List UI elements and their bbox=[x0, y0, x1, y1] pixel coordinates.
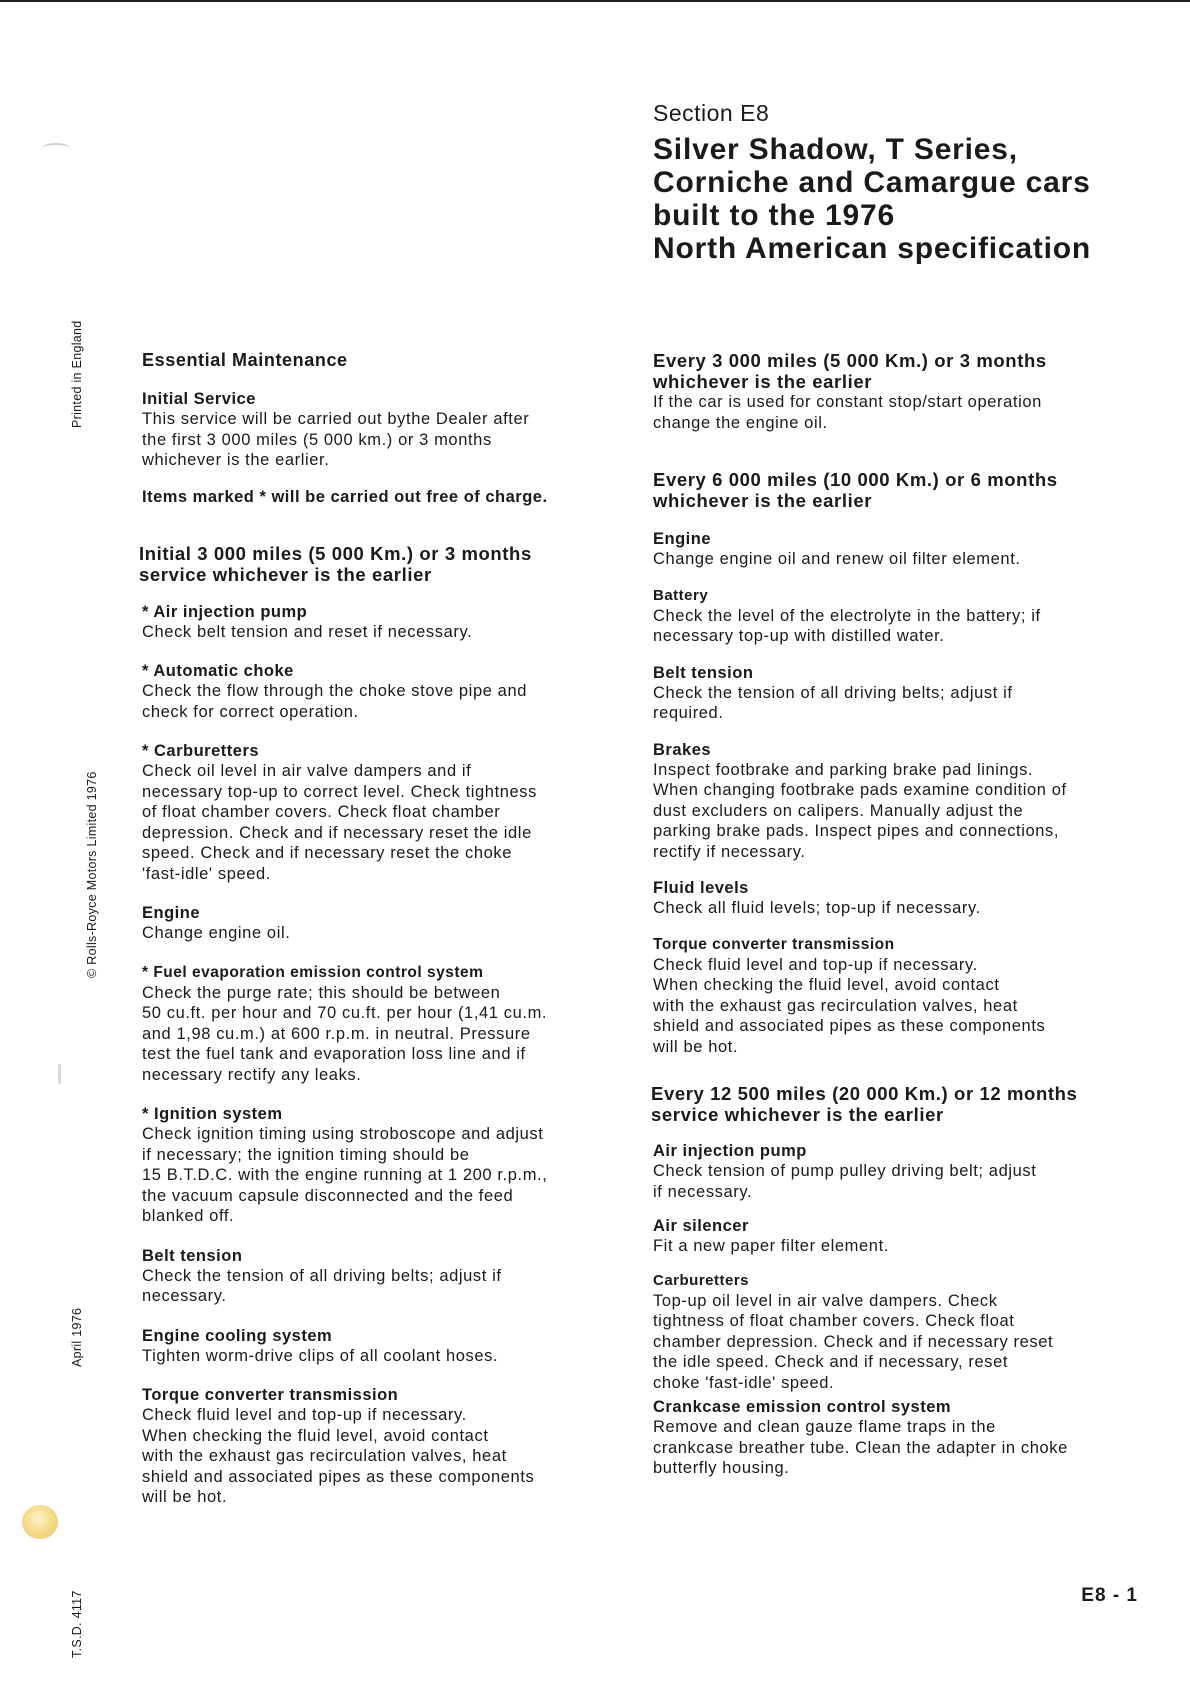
initial-service-body: This service will be carried out bythe Dealer after the first 3 000 miles (5 000 km.) or 3 months whichever is the earlier. bbox=[142, 410, 530, 469]
copyright-notice: © Rolls-Royce Motors Limited 1976 bbox=[85, 771, 99, 978]
list-item: * Ignition system Check ignition timing using stroboscope and adjust if necessary; the ignition timing should be 15 B.T.D.C. with the engine running at 1 200 r.p.m., the vacuum capsule disconnected and the feed blanked off. bbox=[142, 1105, 548, 1225]
initial-service-block bbox=[142, 389, 622, 471]
issue-date: April 1976 bbox=[70, 1307, 84, 1367]
every-3000-body: If the car is used for constant stop/start operation change the engine oil. bbox=[653, 393, 1042, 432]
left-column bbox=[139, 350, 622, 1508]
list-item: Torque converter transmission Check fluid level and top-up if necessary. When checking the fluid level, avoid contact with the exhaust gas recirculation valves, heat shield and associated pipes as these components will be hot. bbox=[653, 935, 1046, 1056]
page-number: E8 - 1 bbox=[1081, 1585, 1138, 1606]
every-3000-heading: Every 3 000 miles (5 000 Km.) or 3 months whichever is the earlier bbox=[653, 350, 1047, 392]
list-item: * Fuel evaporation emission control system Check the purge rate; this should be between 50 cu.ft. per hour and 70 cu.ft. per hour (1,41 cu.m. and 1,98 cu.m.) at 600 r.p.m. in neutral. Pressure test the fuel tank and evaporation loss line and if necessary rectify any leaks. bbox=[142, 963, 548, 1084]
list-item: Carburetters Top-up oil level in air valve dampers. Check tightness of float chamber covers. Check float chamber depression. Check and if necessary reset the idle speed. Check and if necessary, reset choke 'fast-idle' speed. bbox=[653, 1271, 1054, 1392]
title-line: Silver Shadow, T Series, bbox=[653, 133, 1018, 166]
printed-in-label: Printed in England bbox=[70, 320, 84, 428]
list-item: Engine Change engine oil. bbox=[142, 904, 291, 942]
top-rule bbox=[0, 0, 1190, 2]
scan-mark-blemish bbox=[42, 143, 70, 153]
title-line: built to the 1976 bbox=[653, 199, 895, 232]
initial-3000-heading: Initial 3 000 miles (5 000 Km.) or 3 months service whichever is the earlier bbox=[139, 542, 532, 585]
list-item: * Carburetters Check oil level in air valve dampers and if necessary top-up to correct level. Check tightness of float chamber covers. Check float chamber depression. Check and if necessary reset the idle speed. Check and if necessary reset the choke 'fast-idle' speed. bbox=[142, 742, 538, 883]
list-item: * Automatic choke Check the flow through the choke stove pipe and check for correct operation. bbox=[142, 662, 528, 721]
list-item: Fluid levels Check all fluid levels; top-up if necessary. bbox=[653, 879, 981, 917]
list-item: Battery Check the level of the electrolyte in the battery; if necessary top-up with distilled water. bbox=[653, 586, 1041, 645]
title-line: Corniche and Camargue cars bbox=[653, 166, 1091, 199]
paper-stain-blemish bbox=[22, 1505, 58, 1539]
list-item: Belt tension Check the tension of all driving belts; adjust if necessary. bbox=[142, 1246, 502, 1305]
list-item: Engine cooling system Tighten worm-drive clips of all coolant hoses. bbox=[142, 1326, 499, 1365]
list-item: Air silencer Fit a new paper filter element. bbox=[653, 1217, 889, 1255]
list-item: Brakes Inspect footbrake and parking brake pad linings. When changing footbrake pads examine condition of dust excluders on calipers. Manually adjust the parking brake pads. Inspect pipes and connections, rectify if necessary. bbox=[653, 740, 1067, 861]
list-item: * Air injection pump Check belt tension and reset if necessary. bbox=[142, 602, 473, 641]
page-title bbox=[653, 133, 1153, 265]
list-item: Crankcase emission control system Remove and clean gauze flame traps in the crankcase breather tube. Clean the adapter in choke butterfly housing. bbox=[653, 1398, 1068, 1477]
essential-maintenance-title: Essential Maintenance bbox=[142, 350, 348, 370]
reference-number: T.S.D. 4117 bbox=[70, 1590, 84, 1658]
list-item: Belt tension Check the tension of all driving belts; adjust if required. bbox=[653, 663, 1013, 722]
initial-service-title: Initial Service bbox=[142, 390, 256, 408]
free-of-charge-note: Items marked * will be carried out free of charge. bbox=[142, 487, 548, 506]
right-column bbox=[653, 350, 1123, 1479]
scan-mark-blemish bbox=[58, 1064, 61, 1084]
list-item: Air injection pump Check tension of pump pulley driving belt; adjust if necessary. bbox=[653, 1142, 1037, 1201]
every-6000-heading: Every 6 000 miles (10 000 Km.) or 6 months whichever is the earlier bbox=[653, 469, 1058, 511]
list-item: Engine Change engine oil and renew oil filter element. bbox=[653, 530, 1021, 568]
every-12500-heading: Every 12 500 miles (20 000 Km.) or 12 months service whichever is the earlier bbox=[651, 1083, 1078, 1125]
section-label: Section E8 bbox=[653, 100, 770, 126]
page-header bbox=[653, 100, 1153, 265]
list-item: Torque converter transmission Check fluid level and top-up if necessary. When checking the fluid level, avoid contact with the exhaust gas recirculation valves, heat shield and associated pipes as these components will be hot. bbox=[142, 1386, 535, 1506]
title-line: North American specification bbox=[653, 232, 1092, 265]
